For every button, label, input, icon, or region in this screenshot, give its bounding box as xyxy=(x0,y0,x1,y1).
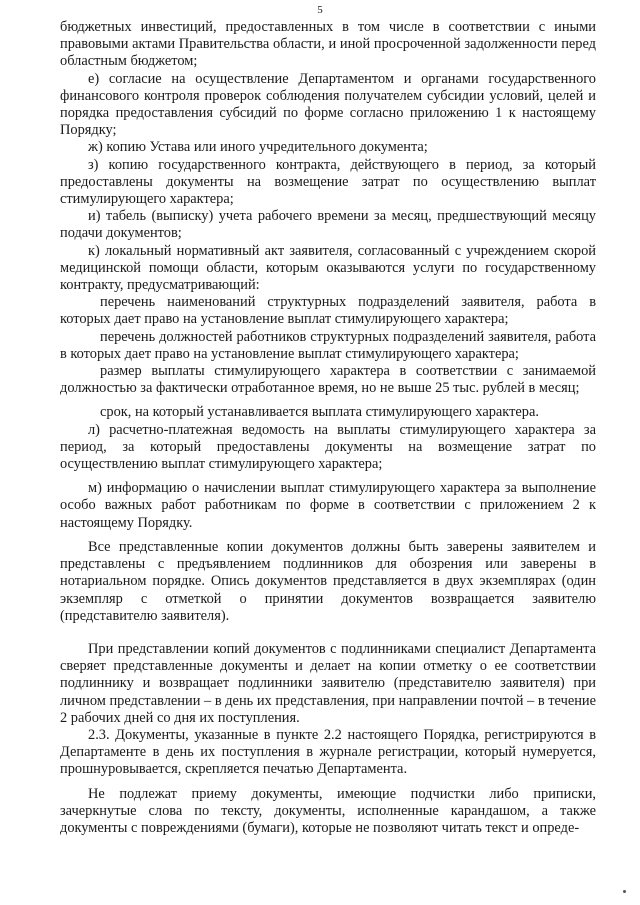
paragraph-item-i: и) табель (выписку) учета рабочего времени за месяц, предшествующий месяцу подачи документов; xyxy=(60,208,596,242)
paragraph-subitem-amount: размер выплаты стимулирующего характера в соответствии с занимаемой должностью за фактически отработанное время, но не выше 25 тыс. рублей в месяц; xyxy=(60,363,596,397)
paragraph-rejection-rules: Не подлежат приему документы, имеющие подчистки либо приписки, зачеркнутые слова по тексту, документы, исполненные карандашом, а также документы с повреждениями (бумаги), которые не позволяют читать текст и опреде- xyxy=(60,785,596,836)
paragraph-budget-debt: бюджетных инвестиций, предоставленных в том числе в соответствии с иными правовыми актами Правительства области, и иной просроченной задолженности перед областным бюджетом; xyxy=(60,19,596,70)
document-body xyxy=(60,19,596,837)
paragraph-item-m: м) информацию о начислении выплат стимулирующего характера за выполнение особо важных работ работникам по форме в соответствии с приложением 2 к настоящему Порядку. xyxy=(60,480,596,531)
paragraph-section-2-3: 2.3. Документы, указанные в пункте 2.2 настоящего Порядка, регистрируются в Департаменте в день их поступления в журнале регистрации, который нумеруется, прошнуровывается, скрепляется печатью Департамента. xyxy=(60,726,596,778)
paragraph-subitem-term: срок, на который устанавливается выплата стимулирующего характера. xyxy=(100,404,539,421)
paragraph-copies-verification: При представлении копий документов с подлинниками специалист Департамента сверяет представленные документы и делает на копии отметку о ее соответствии подлиннику и возвращает подлинники заявителю (представителю заявителя) при личном представлении – в день их представления, при направлении почтой – в течение 2 рабочих дней со дня их поступления. xyxy=(60,640,596,726)
paragraph-item-z: з) копию государственного контракта, действующего в период, за который предоставлены документы на возмещение затрат по осуществлению выплат стимулирующего характера; xyxy=(60,156,596,208)
paragraph-copies-certification: Все представленные копии документов должны быть заверены заявителем и представлены с предъявлением подлинников для обозрения или заверены в нотариальном порядке. Опись документов представляется в двух экземплярах (один экземпляр с отметкой о принятии документов возвращается заявителю (представителю заявителя). xyxy=(60,538,596,624)
page-number: 5 xyxy=(317,4,323,16)
paragraph-item-zh: ж) копию Устава или иного учредительного документа; xyxy=(88,139,428,156)
paragraph-subitem-divisions: перечень наименований структурных подразделений заявителя, работа в которых дает право на установление выплат стимулирующего характера; xyxy=(60,294,596,328)
paragraph-item-l: л) расчетно-платежная ведомость на выплаты стимулирующего характера за период, за который предоставлены документы на возмещение затрат по осуществлению выплат стимулирующего характера; xyxy=(60,421,596,473)
paragraph-item-k: к) локальный нормативный акт заявителя, согласованный с учреждением скорой медицинской помощи области, которым оказываются услуги по государственному контракту, предусматривающий: xyxy=(60,242,596,294)
paragraph-item-e: е) согласие на осуществление Департаментом и органами государственного финансового контроля проверок соблюдения получателем субсидии условий, целей и порядка предоставления субсидий по форме согласно приложению 1 к настоящему Порядку; xyxy=(60,70,596,139)
scan-dot-mark xyxy=(623,890,626,893)
paragraph-subitem-positions: перечень должностей работников структурных подразделений заявителя, работа в которых дает право на установление выплат стимулирующего характера; xyxy=(60,328,596,362)
